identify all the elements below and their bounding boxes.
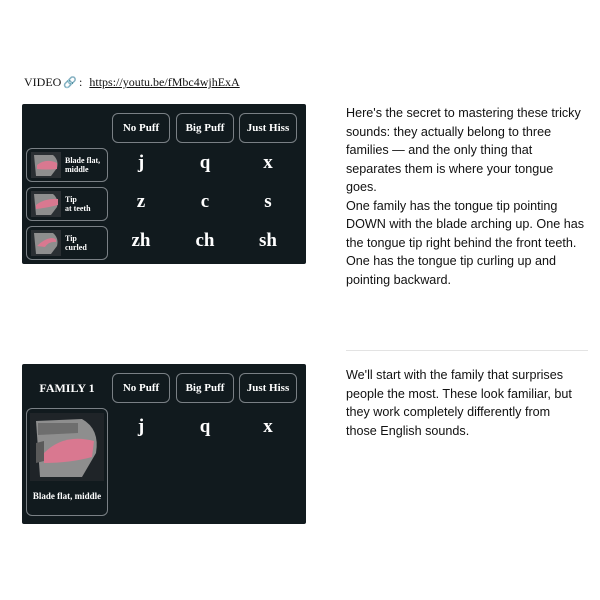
letter-zh: zh <box>131 230 151 251</box>
families-overview-panel <box>22 104 306 264</box>
header-big-puff: Big Puff <box>176 373 234 403</box>
video-separator: : <box>79 75 83 89</box>
row-label-line2: curled <box>65 243 87 252</box>
explanation-text-1 <box>346 104 584 289</box>
family-1-panel <box>22 364 306 524</box>
letter-j: j <box>137 416 145 437</box>
paragraph: We'll start with the family that surprises people the most. These look familiar, but they work completely differently from those English sounds. <box>346 368 572 438</box>
header-big-puff: Big Puff <box>176 113 234 143</box>
header-no-puff: No Puff <box>112 373 170 403</box>
letter-q: q <box>199 416 211 437</box>
row-label-line2: at teeth <box>65 204 91 213</box>
letter-s: s <box>264 191 272 212</box>
link-icon: 🔗 <box>63 77 78 89</box>
row-label-blade-flat <box>26 148 108 182</box>
section-divider <box>346 350 588 351</box>
letter-x: x <box>263 416 273 437</box>
mouth-diagram-icon <box>31 230 61 256</box>
family-1-image-box <box>26 408 108 516</box>
video-line <box>24 75 240 90</box>
row-label-tip-teeth <box>26 187 108 221</box>
video-link[interactable]: https://youtu.be/fMbc4wjhExA <box>89 75 240 89</box>
letter-ch: ch <box>195 230 215 251</box>
family-title: FAMILY 1 <box>39 380 95 395</box>
header-just-hiss: Just Hiss <box>239 373 297 403</box>
header-no-puff: No Puff <box>112 113 170 143</box>
paragraph: One family has the tongue tip pointing DOWN with the blade arching up. One has the tongue tip right behind the front teeth. One has the tongue tip curling up and pointing backward. <box>346 198 585 287</box>
paragraph: Here's the secret to mastering these tricky sounds: they actually belong to three families — and the only thing that separates them is where your tongue goes. <box>346 106 581 194</box>
header-just-hiss: Just Hiss <box>239 113 297 143</box>
row-label-line1: Tip <box>65 234 77 243</box>
mouth-diagram-icon <box>31 152 61 178</box>
mouth-diagram-icon <box>30 413 104 481</box>
video-label: VIDEO <box>24 75 62 89</box>
row-label-line2: middle <box>65 165 89 174</box>
letter-q: q <box>199 152 211 173</box>
row-label-line1: Blade flat, <box>65 156 101 165</box>
letter-sh: sh <box>259 230 277 251</box>
row-label-tip-curled <box>26 226 108 260</box>
letter-c: c <box>200 191 210 212</box>
letter-x: x <box>263 152 273 173</box>
explanation-text-2 <box>346 366 584 440</box>
letter-j: j <box>137 152 145 173</box>
mouth-diagram-icon <box>31 191 61 217</box>
row-label-line1: Tip <box>65 195 77 204</box>
family-1-image-label: Blade flat, middle <box>32 491 102 501</box>
letter-z: z <box>136 191 146 212</box>
